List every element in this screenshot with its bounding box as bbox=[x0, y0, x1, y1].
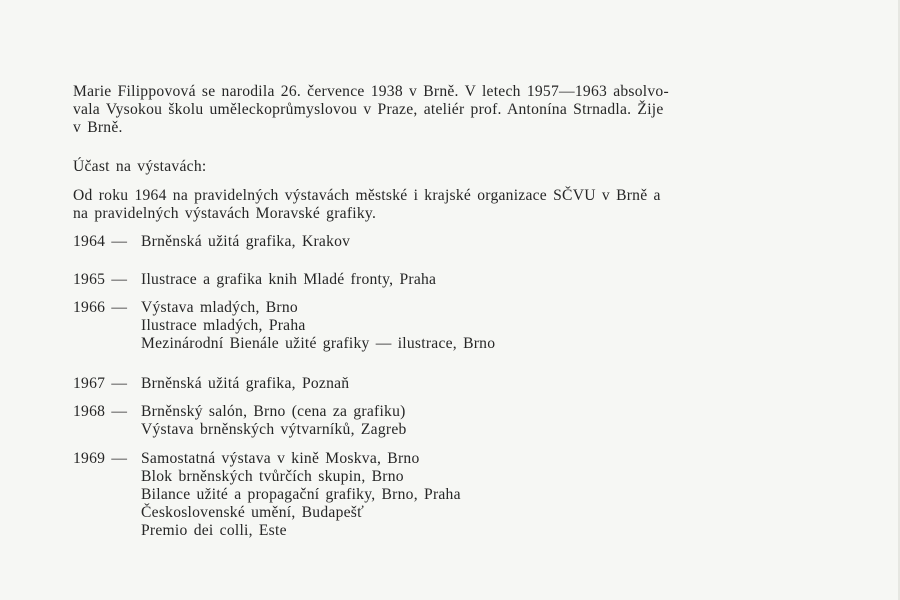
entry-items bbox=[141, 233, 350, 251]
entry-item: Brněnská užitá grafika, Poznaň bbox=[141, 375, 350, 392]
entry-year: 1964 — bbox=[73, 233, 128, 250]
entry-item: Ilustrace a grafika knih Mladé fronty, Praha bbox=[141, 271, 437, 288]
entry-year: 1968 — bbox=[73, 403, 128, 420]
exhibition-entry-1969 bbox=[73, 450, 883, 540]
bio-line: v Brně. bbox=[73, 119, 123, 136]
entry-items bbox=[141, 299, 495, 353]
exhibition-entry-1968 bbox=[73, 403, 883, 439]
entry-items bbox=[141, 450, 461, 540]
intro-line: na pravidelných výstavách Moravské grafiky. bbox=[73, 205, 377, 222]
bio-line: vala Vysokou školu uměleckoprůmyslovou v Praze, ateliér prof. Antonína Strnadla. Žije bbox=[73, 101, 664, 118]
intro-line: Od roku 1964 na pravidelných výstavách městské i krajské organizace SČVU v Brně a bbox=[73, 187, 661, 204]
entry-item: Bilance užité a propagační grafiky, Brno, Praha bbox=[141, 486, 461, 503]
entry-year: 1967 — bbox=[73, 375, 128, 392]
entry-item: Premio dei colli, Este bbox=[141, 522, 287, 539]
entry-item: Mezinárodní Bienále užité grafiky — ilustrace, Brno bbox=[141, 335, 496, 352]
entry-item: Blok brněnských tvůrčích skupin, Brno bbox=[141, 468, 404, 485]
entry-year: 1966 — bbox=[73, 299, 128, 316]
entry-item: Výstava mladých, Brno bbox=[141, 299, 298, 316]
entry-items bbox=[141, 403, 407, 439]
exhibition-entry-1966 bbox=[73, 299, 883, 353]
entry-item: Brněnská užitá grafika, Krakov bbox=[141, 233, 351, 250]
document-body bbox=[73, 83, 883, 540]
entry-year: 1969 — bbox=[73, 450, 128, 467]
entry-item: Československé umění, Budapešť bbox=[141, 504, 365, 521]
entry-item: Samostatná výstava v kině Moskva, Brno bbox=[141, 450, 420, 467]
biography-paragraph bbox=[73, 83, 888, 137]
exhibition-entry-1964 bbox=[73, 233, 883, 251]
exhibition-entry-1965 bbox=[73, 271, 883, 289]
exhibitions-intro bbox=[73, 187, 888, 223]
bio-line: Marie Filippovová se narodila 26. července 1938 v Brně. V letech 1957—1963 absolvo- bbox=[73, 83, 669, 100]
entry-item: Výstava brněnských výtvarníků, Zagreb bbox=[141, 421, 407, 438]
exhibitions-heading: Účast na výstavách: bbox=[73, 158, 207, 175]
entry-item: Ilustrace mladých, Praha bbox=[141, 317, 306, 334]
entry-items bbox=[141, 375, 349, 393]
entry-item: Brněnský salón, Brno (cena za grafiku) bbox=[141, 403, 406, 420]
exhibition-entry-1967 bbox=[73, 375, 883, 393]
entry-year: 1965 — bbox=[73, 271, 128, 288]
entry-items bbox=[141, 271, 436, 289]
